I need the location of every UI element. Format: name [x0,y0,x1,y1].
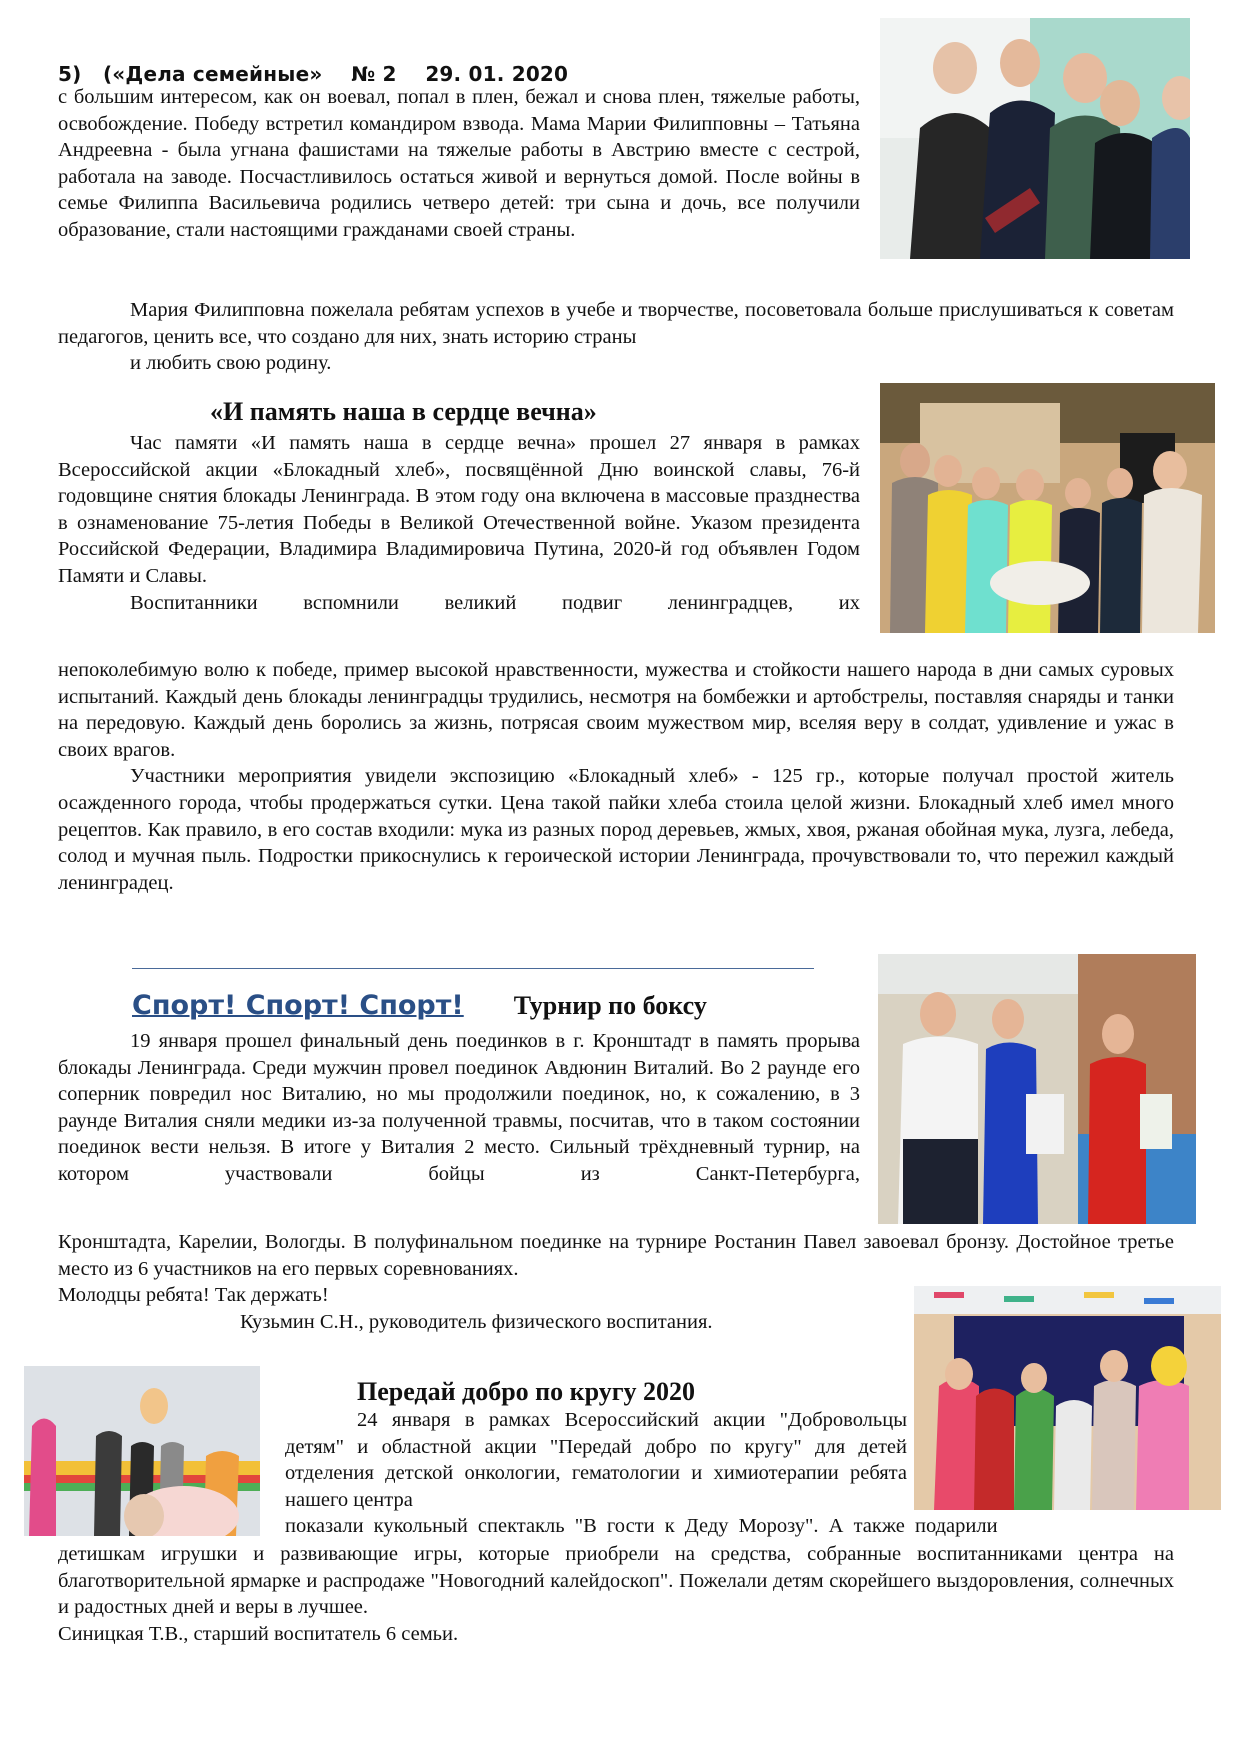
sport-kicker: Спорт! Спорт! Спорт! [132,990,464,1021]
photo-puppet-show-group [914,1286,1221,1510]
article1-wish-end: и любить свою родину. [130,352,332,375]
article2-title: «И память наша в сердце вечна» [210,397,597,426]
article3-signature: Кузьмин С.Н., руководитель физического воспитания. [240,1310,713,1333]
article3-paragraph-1: 19 января прошел финальный день поединков в г. Кронштадт в память прорыва блокады Ленинграда. Среди мужчин провел поединок Авдюнин Виталий. Во 2 раунде его соперник повредил нос Виталию, но мы продолжили поединок, но, к сожалению, в 3 раунде Виталия сняли медики из-за полученной травмы, посчитав, что в таком состоянии поединок вести нельзя. В итоге у Виталия 2 место. Сильный трёхдневный турнир, на котором участвовали бойцы из Санкт-Петербурга, [58,1030,860,1185]
article4-body-wide [58,1541,1174,1647]
photo-puppet-show-circle [24,1366,260,1536]
article1-paragraph: с большим интересом, как он воевал, попал в плен, бежал и снова плен, тяжелые работы, освобождение. Победу встретил командиром взвода. Мама Марии Филипповны – Татьяна Андреевна - была угнана фашистами на тяжелые работы в Австрию вместе с сестрой, работала на заводе. Посчастливилось остаться живой и вернуться домой. После войны в семье Филиппа Васильевича родились четверо детей: три сына и дочь, все получили образование, стали настоящими гражданами своей страны. [58,86,860,241]
article1-body-narrow [58,84,860,244]
article1-wish-paragraph: Мария Филипповна пожелала ребятам успехов в учебе и творчестве, посоветовала больше прислушиваться к советам педагогов, ценить все, что создано для них, знать историю страны [58,299,1174,348]
memory-hour-image [880,383,1215,633]
article2-paragraph-2-first-line: Воспитанники вспомнили великий подвиг ленинградцев, их [130,591,860,614]
article4-signature: Синицкая Т.В., старший воспитатель 6 семьи. [58,1622,459,1645]
article3-body-narrow [58,1028,860,1188]
photo-boxing-winners [878,954,1196,1224]
article3-paragraph-1-cont: Кронштадта, Карелии, Вологды. В полуфинальном поединке на турнире Ростанин Павел завоевал бронзу. Достойное третье место из 6 участников на его первых соревнованиях. [58,1231,1174,1280]
article4-body-narrow [285,1407,998,1540]
article1-body-wide [58,297,1174,377]
article2-paragraph-1: Час памяти «И память наша в сердце вечна» прошел 27 января в рамках Всероссийской акции «Блокадный хлеб», посвящённой Дню воинской славы, 76-й годовщине снятия блокады Ленинграда. В этом году она включена в массовые празднества в ознаменование 75-летия Победы в Великой Отечественной войне. Указом президента Российской Федерации, Владимира Владимировича Путина, 2020-й год объявлен Годом Памяти и Славы. [58,432,860,587]
newsletter-header [58,62,568,86]
article3-paragraph-2: Молодцы ребята! Так держать! [58,1284,329,1307]
article4-paragraph-narrow: 24 января в рамках Всероссийский акции "Добровольцы детям" и областной акции "Передай добро по кругу" для детей отделения детской онкологии, гематологии и химиотерапии ребята нашего центра [285,1409,907,1511]
article3-heading [132,990,707,1021]
article2-body-wide [58,657,1174,896]
issue-date: 29. 01. 2020 [425,62,569,86]
section-divider [132,968,814,969]
article3-title: Турнир по боксу [513,991,707,1020]
puppet-show-circle-image [24,1366,260,1536]
section-name: («Дела семейные» [102,62,323,86]
article4-paragraph-line5: показали кукольный спектакль "В гости к Деду Морозу". А также подарили [285,1515,998,1538]
article2-paragraph-2: непоколебимую волю к победе, пример высокой нравственности, мужества и стойкости нашего народа в дни самых суровых испытаний. Каждый день блокады ленинградцы трудились, несмотря на бомбежки и артобстрелы, поставляя снаряды и танки на передовую. Каждый день боролись за жизнь, потрясая своим мужеством мир, вселяя веру в солдат, удивление и ужас в своих врагов. [58,659,1174,761]
photo-family-meeting [880,18,1190,259]
photo-memory-hour-group [880,383,1215,633]
issue-number: № 2 [351,62,397,86]
boxing-winners-image [878,954,1196,1224]
puppet-show-group-image [914,1286,1221,1510]
family-meeting-image [880,18,1190,259]
article4-paragraph-wide: детишкам игрушки и развивающие игры, которые приобрели на средства, собранные воспитанниками центра на благотворительной ярмарке и распродаже "Новогодний калейдоскоп". Пожелали детям скорейшего выздоровления, солнечных и радостных дней и веры в лучшее. [58,1543,1174,1619]
article4-title: Передай добро по кругу 2020 [357,1377,696,1406]
page-number: 5) [58,62,82,86]
article2-paragraph-3: Участники мероприятия увидели экспозицию «Блокадный хлеб» - 125 гр., которые получал простой житель осажденного города, чтобы продержаться сутки. Цена такой пайки хлеба стоила целой жизни. Блокадный хлеб имел много рецептов. Как правило, в его состав входили: мука из разных пород деревьев, жмых, хвоя, ржаная обойная мука, лузга, лебеда, солод и мучная пыль. Подростки прикоснулись к героической истории Ленинграда, прочувствовали то, что пережил каждый ленинградец. [58,765,1174,894]
article2-body-narrow [58,430,860,616]
